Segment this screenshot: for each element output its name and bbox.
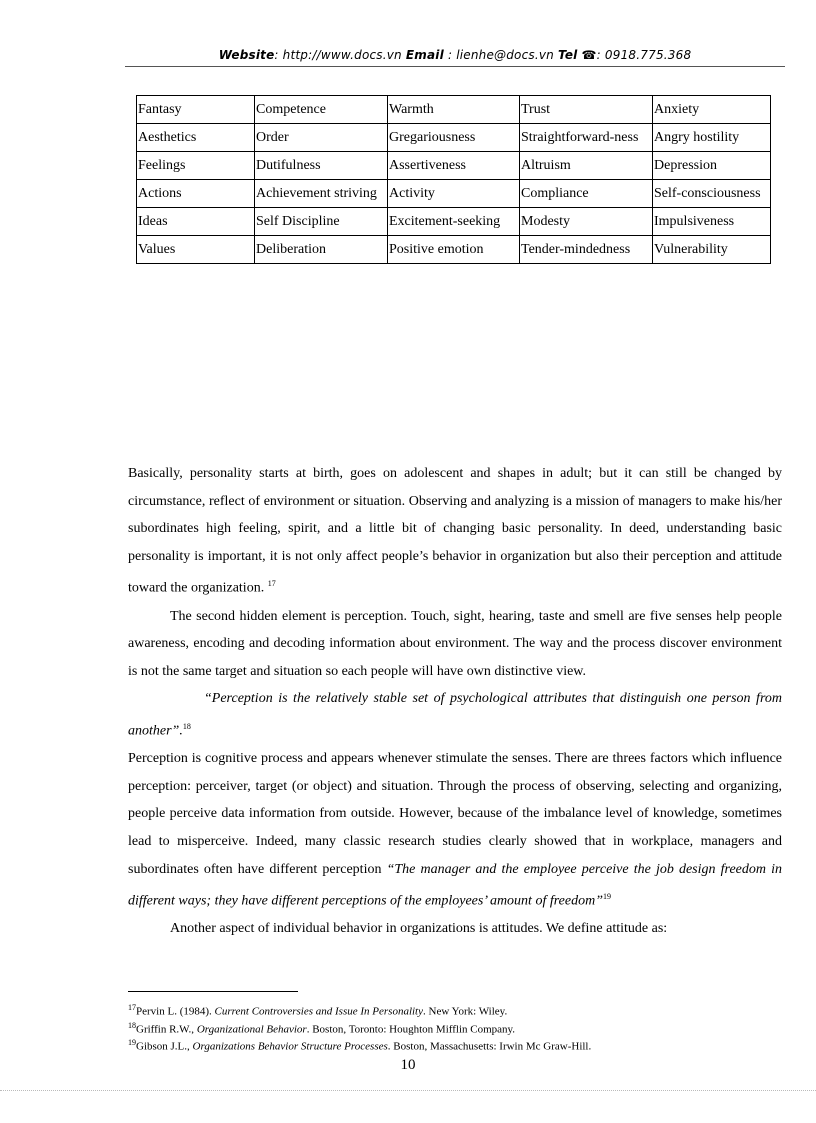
table-cell: Assertiveness bbox=[388, 152, 520, 180]
body-text bbox=[128, 460, 782, 943]
table-cell: Order bbox=[255, 124, 388, 152]
footnote-item: $^{17}$Pervin L. (1984). Current Controversies and Issue In Personality. New York: Wiley. bbox=[128, 1003, 508, 1018]
table-cell: Excitement-seeking bbox=[388, 208, 520, 236]
page-bottom-border bbox=[0, 1090, 816, 1091]
paragraph-cognitive: Perception is cognitive process and appears whenever stimulate the senses. There are threes factors which influence perception: perceiver, target (or object) and situation. Through the process of observing, selecting and organizing, people perceive data information from outside. However, because of the imbalance level of knowledge, sometimes lead to misperceive. Indeed, many classic research studies clearly showed that in workplace, managers and subordinates often have different perception “The manager and the employee perceive the job design freedom in different ways; they have different perceptions of the employees’ amount of freedom”$^{19}$ bbox=[128, 751, 782, 909]
tel-label: Tel bbox=[558, 48, 578, 62]
tel-value: : 0918.775.368 bbox=[596, 48, 692, 62]
table-cell: Achievement striving bbox=[255, 180, 388, 208]
table-cell: Dutifulness bbox=[255, 152, 388, 180]
table-cell: Values bbox=[137, 236, 255, 264]
table-cell: Impulsiveness bbox=[653, 208, 771, 236]
table-cell: Positive emotion bbox=[388, 236, 520, 264]
footnote-ref[interactable]: 18 bbox=[182, 722, 191, 731]
table-cell: Fantasy bbox=[137, 96, 255, 124]
table-cell: Anxiety bbox=[653, 96, 771, 124]
table-cell: Straightforward-ness bbox=[520, 124, 653, 152]
table-cell: Deliberation bbox=[255, 236, 388, 264]
table-cell: Gregariousness bbox=[388, 124, 520, 152]
footnote-ref[interactable]: 19 bbox=[602, 892, 611, 902]
table-cell: Trust bbox=[520, 96, 653, 124]
footnote-item: $^{19}$Gibson J.L., Organizations Behavior Structure Processes. Boston, Massachusetts: Irwin Mc Graw-Hill. bbox=[128, 1038, 592, 1053]
table-cell: Activity bbox=[388, 180, 520, 208]
table-cell: Depression bbox=[653, 152, 771, 180]
table-cell: Angry hostility bbox=[653, 124, 771, 152]
table-cell: Aesthetics bbox=[137, 124, 255, 152]
table-cell: Warmth bbox=[388, 96, 520, 124]
paragraph-personality: Basically, personality starts at birth, goes on adolescent and shapes in adult; but it can still be changed by circumstance, reflect of environment or situation. Observing and analyzing is a mission of managers to make his/her subordinates high feeling, spirit, and a little bit of changing basic personality. In deed, understanding basic personality is important, it is not only affect people’s behavior in organization but also their perception and attitude toward the organization. $^{17}$ bbox=[128, 466, 782, 597]
email-label: Email bbox=[405, 48, 444, 62]
footnote-item: $^{18}$Griffin R.W., Organizational Behavior. Boston, Toronto: Houghton Mifflin Company. bbox=[128, 1020, 516, 1036]
table-row bbox=[137, 96, 771, 124]
table-cell: Modesty bbox=[520, 208, 653, 236]
table-cell: Altruism bbox=[520, 152, 653, 180]
table-cell: Ideas bbox=[137, 208, 255, 236]
website-label: Website bbox=[218, 48, 275, 62]
table-cell: Competence bbox=[255, 96, 388, 124]
perception-quote: “Perception is the relatively stable set of psychological attributes that distinguish one person from another”.$^{18}$ bbox=[128, 691, 782, 739]
table-row bbox=[137, 124, 771, 152]
table-cell: Self-consciousness bbox=[653, 180, 771, 208]
table-cell: Feelings bbox=[137, 152, 255, 180]
website-value[interactable]: : http://www.docs.vn bbox=[274, 48, 402, 62]
table-cell: Compliance bbox=[520, 180, 653, 208]
header-divider bbox=[125, 66, 785, 67]
paragraph-perception: The second hidden element is perception. Touch, sight, hearing, taste and smell are five senses help people awareness, encoding and decoding information about environment. The way and the process discover environment is not the same target and situation so each people will have own distinctive view. bbox=[128, 608, 782, 679]
table-cell: Tender-mindedness bbox=[520, 236, 653, 264]
table-cell: Vulnerability bbox=[653, 236, 771, 264]
table-row bbox=[137, 152, 771, 180]
table-row bbox=[137, 180, 771, 208]
table-row bbox=[137, 236, 771, 264]
table-cell: Self Discipline bbox=[255, 208, 388, 236]
paragraph-attitudes: Another aspect of individual behavior in organizations is attitudes. We define attitude as: bbox=[170, 921, 668, 937]
footnote-divider bbox=[128, 991, 298, 992]
footnotes bbox=[128, 1001, 782, 1054]
personality-traits-table bbox=[136, 95, 771, 264]
page-header bbox=[125, 48, 785, 62]
page-number: 10 bbox=[400, 1057, 416, 1073]
email-value[interactable]: : lienhe@docs.vn bbox=[447, 48, 554, 62]
table-cell: Actions bbox=[137, 180, 255, 208]
table-row bbox=[137, 208, 771, 236]
footnote-ref[interactable]: 17 bbox=[267, 579, 276, 589]
phone-icon: ☎ bbox=[581, 48, 597, 62]
